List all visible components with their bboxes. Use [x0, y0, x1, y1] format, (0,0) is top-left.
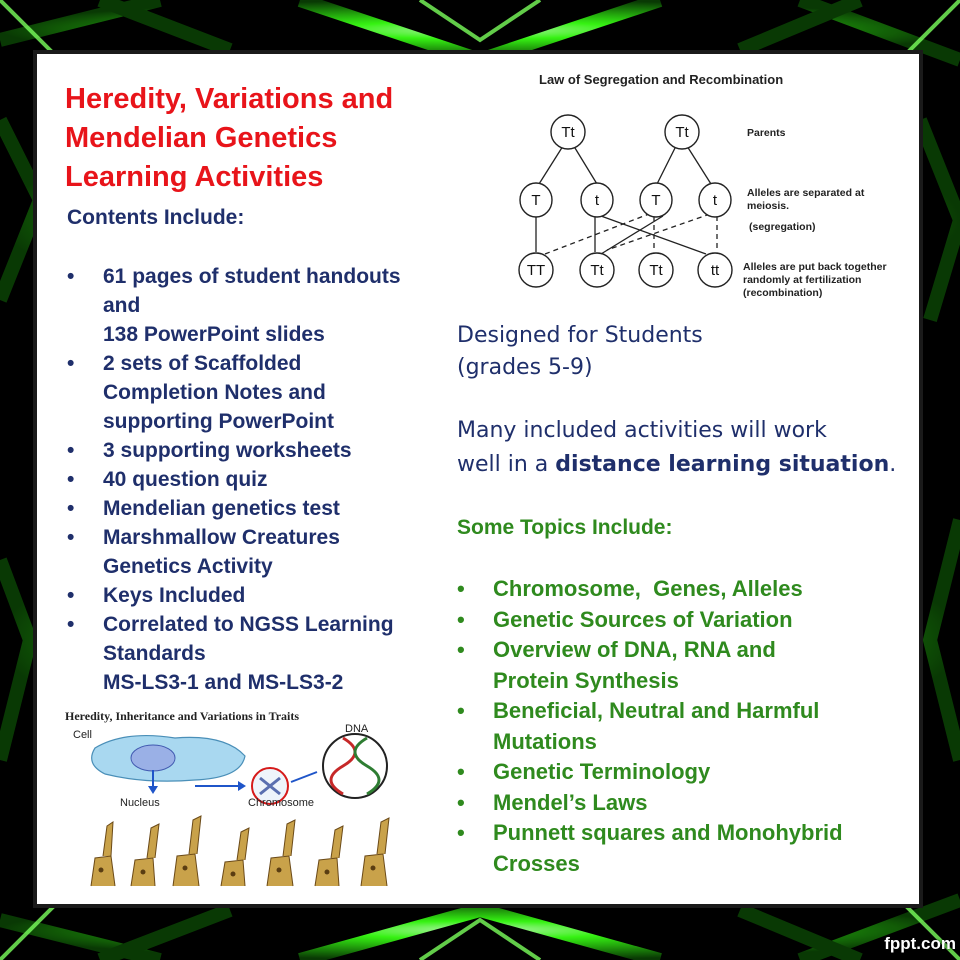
list-item [457, 574, 907, 605]
dna-label: DNA [345, 723, 369, 735]
arrow-head-icon [148, 786, 158, 794]
nucleus-label: Nucleus [120, 797, 160, 808]
chromosome-label: Chromosome [248, 797, 315, 808]
contents-list [67, 262, 447, 697]
recombination-note: Alleles are put back together [743, 261, 887, 273]
parent-genotype: Tt [675, 124, 689, 141]
designed-for-text [457, 320, 897, 384]
giraffe-icon [131, 824, 159, 886]
list-item [457, 788, 907, 819]
list-item [457, 635, 907, 696]
diagram-lines [536, 146, 717, 254]
list-item [457, 605, 907, 636]
diagram-title: Law of Segregation and Recombination [539, 72, 784, 87]
item-line: • Marshmallow Creatures [103, 526, 340, 549]
list-item [67, 523, 447, 581]
topics-heading: Some Topics Include: [457, 516, 673, 539]
item-line: Completion Notes and [103, 381, 326, 404]
item-line: Standards [103, 642, 206, 665]
illustration-title: Heredity, Inheritance and Variations in Traits [65, 709, 300, 723]
item-line: Crosses [493, 850, 580, 876]
item-line: • 2 sets of Scaffolded [103, 352, 302, 375]
item-line: • Genetic Terminology [493, 759, 711, 784]
list-item [67, 349, 447, 436]
offspring-genotype: Tt [590, 262, 604, 279]
nucleus-icon [131, 745, 175, 771]
dna-icon [323, 734, 387, 798]
content-panel [33, 50, 923, 908]
recombination-note: (recombination) [743, 287, 823, 299]
diagram-circles [519, 115, 732, 287]
distance-suffix: . [889, 452, 897, 477]
list-item [457, 696, 907, 757]
offspring-genotype: tt [710, 262, 720, 279]
segregation-note: meiosis. [747, 200, 790, 212]
item-line: • Genetic Sources of Variation [493, 606, 793, 632]
list-item [67, 581, 447, 610]
giraffe-icon [315, 826, 343, 886]
topics-list [457, 574, 907, 879]
allele-label: T [651, 192, 661, 209]
title-line: Heredity, Variations and [65, 83, 394, 115]
item-line: • 3 supporting worksheets [103, 439, 352, 462]
parent-genotype: Tt [561, 124, 575, 141]
designed-line: (grades 5-9) [457, 355, 593, 380]
item-line: • Correlated to NGSS Learning [103, 613, 394, 636]
arrow-head-icon [238, 781, 246, 791]
item-line: supporting PowerPoint [103, 410, 334, 433]
list-item [457, 757, 907, 788]
segregation-note: Alleles are separated at [747, 187, 865, 199]
item-line: • Mendel’s Laws [493, 789, 648, 815]
cell-label: Cell [73, 729, 92, 741]
parents-label: Parents [747, 127, 786, 139]
distance-learning-text [457, 414, 907, 482]
list-item [67, 494, 447, 523]
cell-dna-illustration [65, 708, 445, 808]
item-line: • Chromosome, Genes, Alleles [493, 576, 803, 601]
recombination-note: randomly at fertilization [743, 274, 862, 286]
item-line: • 61 pages of student handouts [103, 265, 401, 288]
giraffe-icon [361, 818, 389, 886]
title-line: Learning Activities [65, 161, 324, 193]
item-line: Genetics Activity [103, 555, 273, 578]
allele-label: t [594, 192, 600, 209]
giraffe-icon [173, 816, 201, 886]
item-line: • Punnett squares and Monohybrid [493, 820, 843, 845]
item-line: • Beneficial, Neutral and Harmful [493, 698, 820, 723]
item-line: and [103, 294, 141, 317]
item-line: • Mendelian genetics test [103, 497, 340, 520]
designed-line: Designed for Students [457, 323, 703, 348]
page-title [65, 80, 465, 197]
arrow-right-icon [291, 772, 317, 782]
offspring-genotype: TT [526, 262, 546, 279]
watermark: fppt.com [884, 934, 956, 953]
distance-line: Many included activities will work [457, 418, 827, 443]
offspring-genotype: Tt [649, 262, 663, 279]
giraffes-illustration [81, 808, 411, 888]
allele-label: t [712, 192, 718, 209]
title-line: Mendelian Genetics [65, 122, 338, 154]
segregation-label: (segregation) [749, 221, 816, 233]
list-item [67, 610, 447, 697]
item-line: Mutations [493, 728, 597, 754]
item-line: • Keys Included [103, 584, 246, 607]
list-item [457, 818, 907, 879]
allele-label: T [531, 192, 541, 209]
item-line: MS-LS3-1 and MS-LS3-2 [103, 671, 344, 694]
distance-bold: distance learning situation [555, 452, 890, 477]
list-item [67, 262, 447, 349]
item-line: Protein Synthesis [493, 667, 679, 693]
giraffe-icon [267, 820, 295, 886]
giraffe-icon [221, 828, 249, 886]
segregation-diagram [477, 68, 917, 304]
list-item [67, 436, 447, 465]
distance-prefix: well in a [457, 452, 556, 477]
item-line: 138 PowerPoint slides [103, 323, 325, 346]
giraffe-icon [91, 822, 115, 886]
item-line: • 40 question quiz [103, 468, 268, 491]
item-line: • Overview of DNA, RNA and [493, 637, 776, 662]
distance-line [457, 448, 907, 482]
contents-heading: Contents Include: [67, 206, 245, 229]
list-item [67, 465, 447, 494]
